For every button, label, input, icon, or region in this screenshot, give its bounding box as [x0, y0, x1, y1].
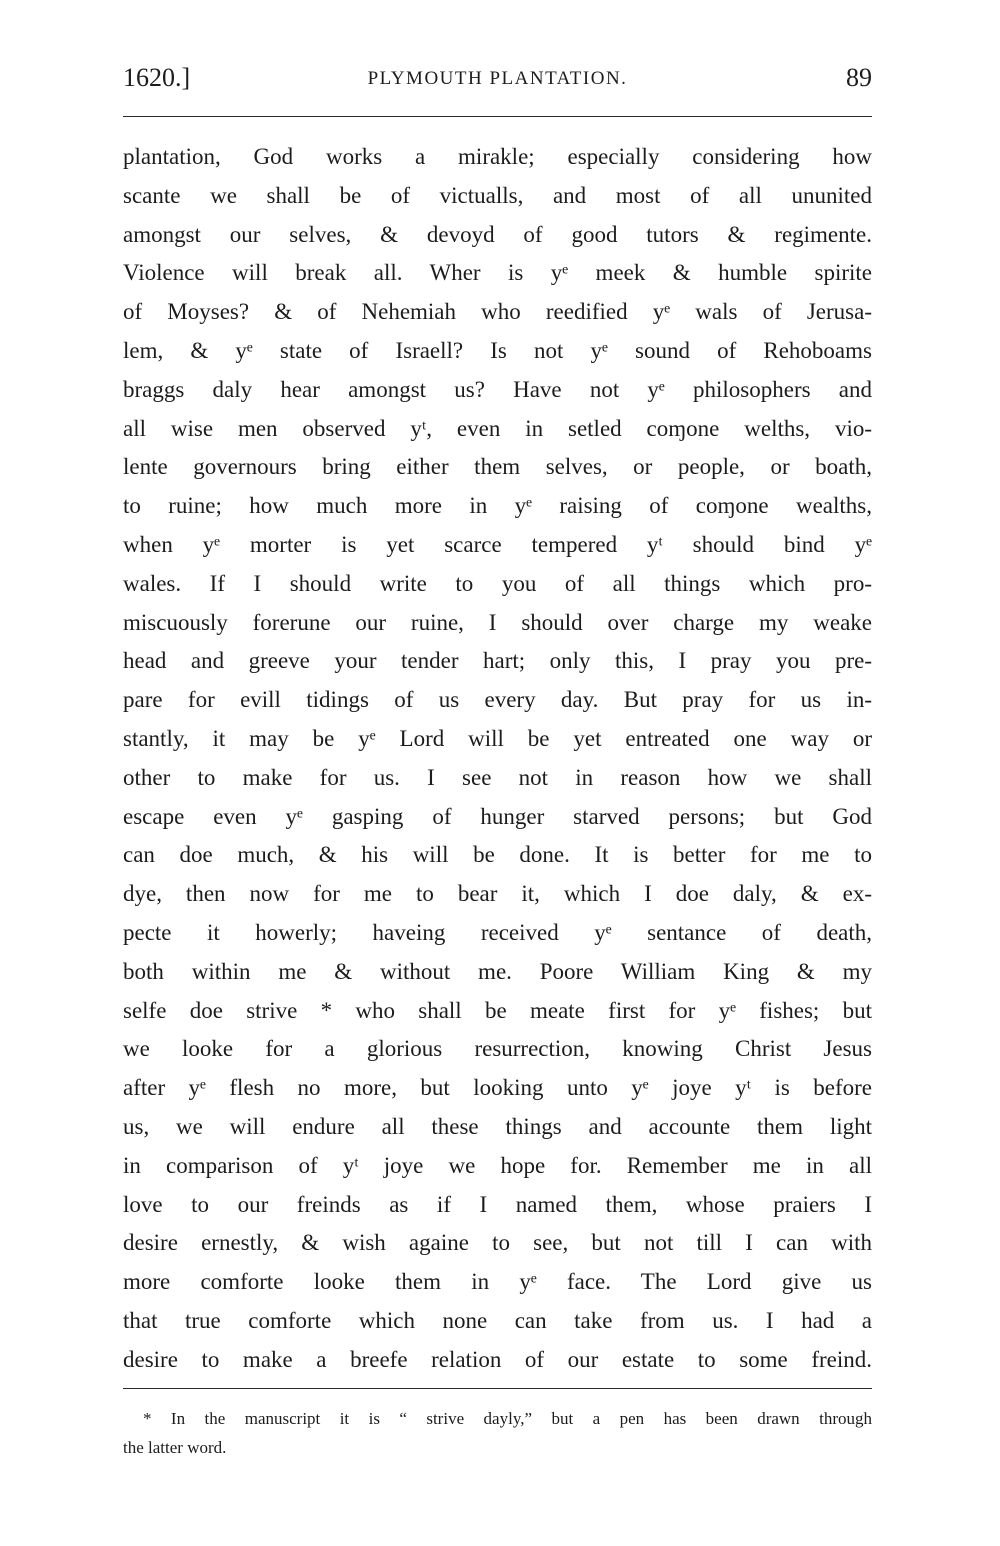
footnote-line: the latter word. [123, 1438, 227, 1457]
text-line: desire ernestly, & wish againe to see, but not till I can with [123, 1230, 872, 1256]
text-line: desire to make a breefe relation of our estate to some freind. [123, 1346, 872, 1372]
header-year: 1620.] [123, 63, 191, 92]
text-line: of Moyses? & of Nehemiah who reedified yᵉ wals of Jerusa- [123, 299, 872, 325]
text-line: scante we shall be of victualls, and most of all ununited [123, 182, 872, 208]
text-line: all wise men observed yᵗ, even in setled coɱone welths, vio- [123, 415, 872, 441]
text-line: after yᵉ flesh no more, but looking unto yᵉ joye yᵗ is before [123, 1075, 872, 1101]
text-line: in comparison of yᵗ joye we hope for. Remember me in all [123, 1152, 872, 1178]
text-line: amongst our selves, & devoyd of good tutors & regimente. [123, 221, 872, 247]
footnote [123, 1404, 872, 1462]
text-line: lente governours bring either them selves, or people, or boath, [123, 454, 872, 480]
text-line: pare for evill tidings of us every day. But pray for us in- [123, 687, 872, 713]
running-head [123, 60, 872, 96]
footnote-line: * In the manuscript it is “ strive dayly,” but a pen has been drawn through [143, 1409, 872, 1428]
text-line: plantation, God works a mirakle; especially considering how [123, 144, 872, 169]
text-line: stantly, it may be yᵉ Lord will be yet entreated one way or [123, 725, 872, 751]
text-line: love to our freinds as if I named them, whose praiers I [123, 1191, 872, 1217]
text-line: other to make for us. I see not in reason how we shall [123, 764, 872, 790]
text-line: Violence will break all. Wher is yᵉ meek & humble spirite [123, 260, 872, 286]
text-line: selfe doe strive * who shall be meate first for yᵉ fishes; but [123, 997, 872, 1023]
page-number: 89 [846, 63, 872, 92]
text-line: that true comforte which none can take from us. I had a [123, 1307, 872, 1333]
text-line: wales. If I should write to you of all things which pro- [123, 570, 872, 596]
text-line: braggs daly hear amongst us? Have not yᵉ philosophers and [123, 376, 872, 402]
text-line: when yᵉ morter is yet scarce tempered yᵗ should bind yᵉ [123, 531, 872, 557]
body-text [123, 138, 872, 1380]
text-line: dye, then now for me to bear it, which I doe daly, & ex- [123, 881, 872, 907]
text-line: pecte it howerly; haveing received yᵉ sentance of death, [123, 919, 872, 945]
text-line: miscuously forerune our ruine, I should over charge my weake [123, 609, 872, 635]
text-line: more comforte looke them in yᵉ face. The Lord give us [123, 1269, 872, 1295]
header-title: PLYMOUTH PLANTATION. [367, 68, 628, 89]
text-line: escape even yᵉ gasping of hunger starved persons; but God [123, 803, 872, 829]
text-line: we looke for a glorious resurrection, knowing Christ Jesus [123, 1036, 872, 1062]
text-line: both within me & without me. Poore William King & my [123, 958, 872, 984]
text-line: lem, & yᵉ state of Israell? Is not yᵉ sound of Rehoboams [123, 337, 872, 363]
text-line: us, we will endure all these things and accounte them light [123, 1113, 872, 1139]
text-line: can doe much, & his will be done. It is better for me to [123, 842, 872, 868]
header-rule [123, 116, 872, 117]
text-line: to ruine; how much more in yᵉ raising of coɱone wealths, [123, 493, 872, 519]
text-line: head and greeve your tender hart; only this, I pray you pre- [123, 648, 872, 674]
footnote-rule [123, 1388, 872, 1389]
